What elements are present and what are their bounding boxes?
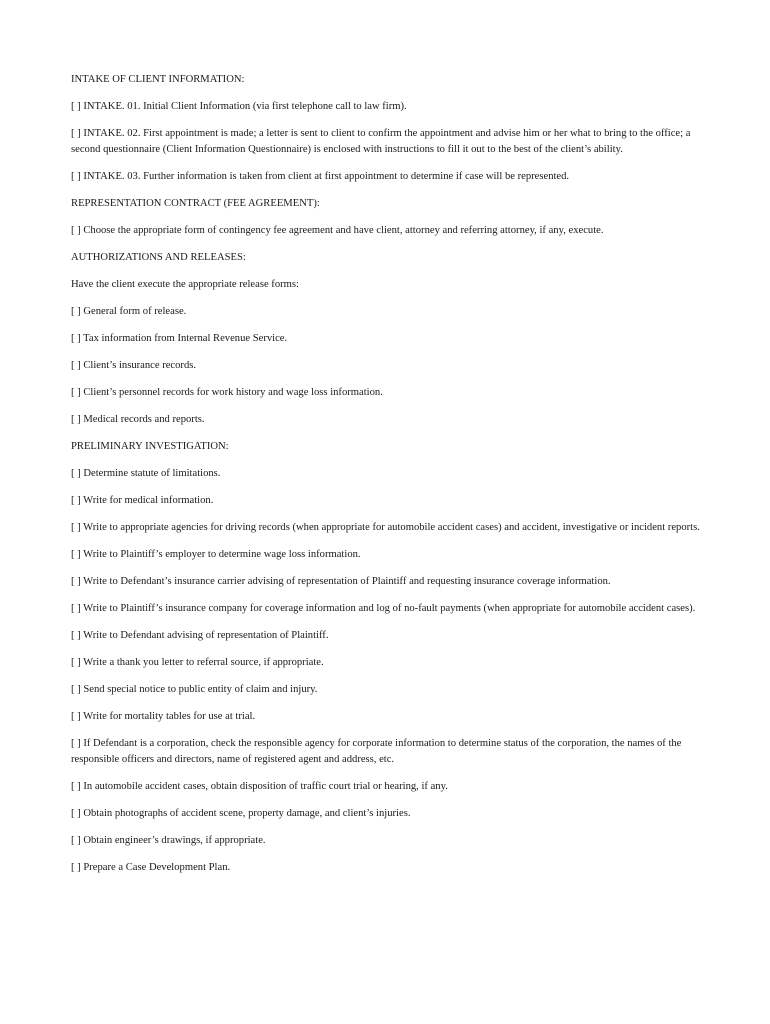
checklist-item-intake-03: [ ] INTAKE. 03. Further information is taken from client at first appointment to determine if case will be represented. [71,171,570,182]
checklist-item-medical-information: [ ] Write for medical information. [71,495,214,506]
section-heading-contract: REPRESENTATION CONTRACT (FEE AGREEMENT): [71,198,320,209]
authorizations-intro: Have the client execute the appropriate release forms: [71,279,299,290]
checklist-item-defendant-notice: [ ] Write to Defendant advising of representation of Plaintiff. [71,630,329,641]
document-page [71,72,707,887]
checklist-item-driving-records: [ ] Write to appropriate agencies for driving records (when appropriate for automobile accident cases) and accident, investigative or incident reports. [71,522,700,533]
checklist-item-defendant-insurance: [ ] Write to Defendant’s insurance carrier advising of representation of Plaintiff and requesting insurance coverage information. [71,576,611,587]
checklist-item-plaintiff-insurance: [ ] Write to Plaintiff’s insurance company for coverage information and log of no-fault payments (when appropriate for automobile accident cases). [71,603,696,614]
section-heading-investigation: PRELIMINARY INVESTIGATION: [71,441,229,452]
checklist-item-fee-agreement: [ ] Choose the appropriate form of contingency fee agreement and have client, attorney and referring attorney, if any, execute. [71,225,604,236]
checklist-item-case-development-plan: [ ] Prepare a Case Development Plan. [71,862,231,873]
checklist-item-thank-you-letter: [ ] Write a thank you letter to referral source, if appropriate. [71,657,324,668]
checklist-item-photographs: [ ] Obtain photographs of accident scene, property damage, and client’s injuries. [71,808,411,819]
checklist-item-insurance-records: [ ] Client’s insurance records. [71,360,197,371]
checklist-item-general-release: [ ] General form of release. [71,306,187,317]
checklist-item-corporate-information: [ ] If Defendant is a corporation, check the responsible agency for corporate information to determine status of the corporation, the names of the responsible officers and directors, name of registered agent and address, etc. [71,738,682,765]
checklist-item-intake-02: [ ] INTAKE. 02. First appointment is made; a letter is sent to client to confirm the appointment and advise him or her what to bring to the office; a second questionnaire (Client Information Questionnaire) is enclosed with instructions to fill it out to the best of the client’s ability. [71,128,691,155]
checklist-item-mortality-tables: [ ] Write for mortality tables for use at trial. [71,711,256,722]
section-heading-authorizations: AUTHORIZATIONS AND RELEASES: [71,252,246,263]
checklist-item-traffic-court: [ ] In automobile accident cases, obtain disposition of traffic court trial or hearing, if any. [71,781,448,792]
checklist-item-intake-01: [ ] INTAKE. 01. Initial Client Information (via first telephone call to law firm). [71,101,407,112]
checklist-item-tax-information: [ ] Tax information from Internal Revenue Service. [71,333,288,344]
checklist-item-public-entity-notice: [ ] Send special notice to public entity of claim and injury. [71,684,318,695]
checklist-item-statute-of-limitations: [ ] Determine statute of limitations. [71,468,221,479]
checklist-item-medical-records: [ ] Medical records and reports. [71,414,205,425]
checklist-item-personnel-records: [ ] Client’s personnel records for work history and wage loss information. [71,387,383,398]
checklist-item-employer-wage-loss: [ ] Write to Plaintiff’s employer to determine wage loss information. [71,549,361,560]
checklist-item-engineer-drawings: [ ] Obtain engineer’s drawings, if appropriate. [71,835,266,846]
section-heading-intake: INTAKE OF CLIENT INFORMATION: [71,74,245,85]
